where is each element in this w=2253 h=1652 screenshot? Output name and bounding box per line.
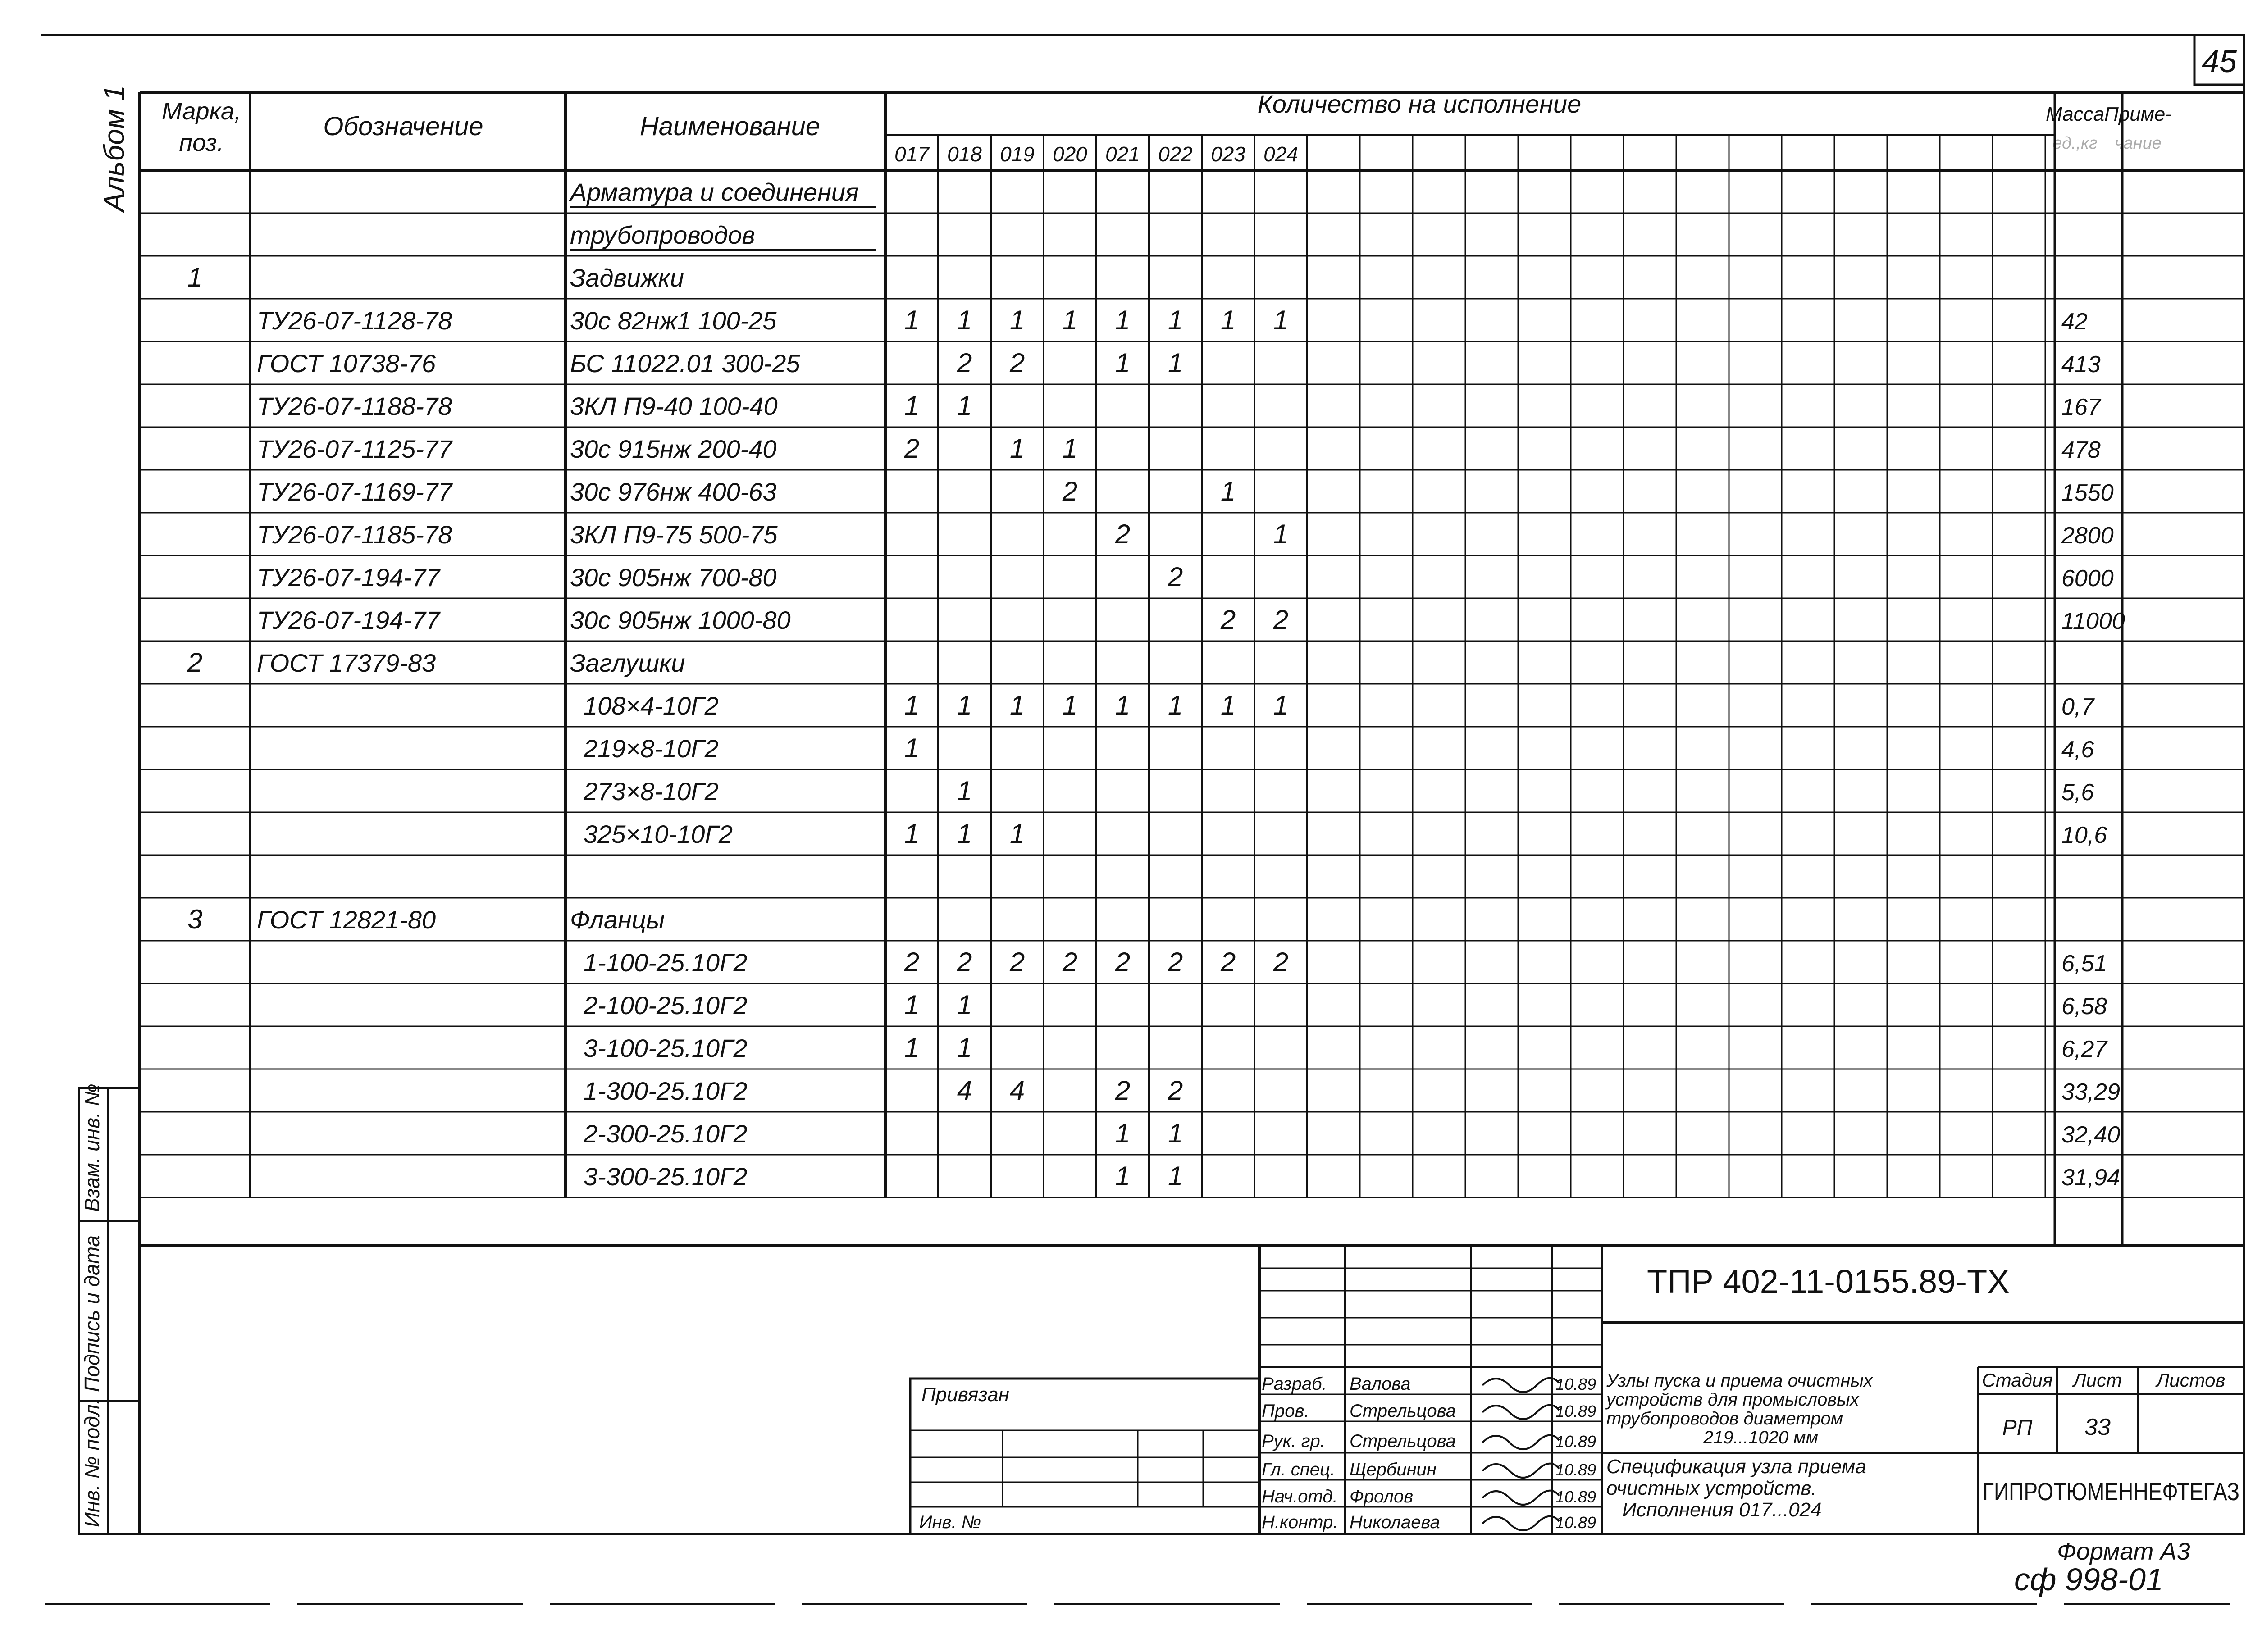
cell-mass: 1550 bbox=[2061, 480, 2114, 506]
header-quantity: Количество на исполнение bbox=[1257, 90, 1582, 118]
cell-quantity: 1 bbox=[1115, 305, 1131, 335]
cell-quantity: 4 bbox=[1009, 1075, 1025, 1106]
header-mark-line1: Марка, bbox=[161, 98, 242, 125]
cell-mass: 6000 bbox=[2061, 565, 2114, 592]
signatory-name: Стрельцова bbox=[1350, 1431, 1456, 1451]
cell-mark: 2 bbox=[187, 647, 203, 678]
cell-name: 325×10-10Г2 bbox=[584, 820, 733, 848]
cell-quantity: 1 bbox=[1168, 305, 1183, 335]
cell-designation: ГОСТ 17379-83 bbox=[257, 649, 436, 677]
cell-quantity: 2 bbox=[1115, 519, 1131, 549]
cell-quantity: 1 bbox=[904, 305, 920, 335]
cell-quantity: 1 bbox=[1115, 1118, 1131, 1148]
variant-header: 022 bbox=[1158, 142, 1193, 166]
cell-quantity: 1 bbox=[957, 819, 972, 849]
cell-mass: 31,94 bbox=[2061, 1165, 2121, 1191]
cell-quantity: 1 bbox=[1062, 305, 1078, 335]
stage-label: Стадия bbox=[1982, 1370, 2053, 1391]
side-label-inv-orig: Инв. № подл. bbox=[80, 1398, 104, 1527]
cell-mass: 42 bbox=[2061, 309, 2088, 335]
side-label-replace-inv: Взам. инв. № bbox=[80, 1083, 104, 1212]
table-row bbox=[569, 178, 876, 207]
cell-name: 1-300-25.10Г2 bbox=[584, 1077, 748, 1105]
signatory-date: 10.89 bbox=[1555, 1461, 1596, 1479]
cell-name: 3КЛ П9-75 500-75 bbox=[570, 520, 778, 549]
cell-quantity: 2 bbox=[1009, 348, 1025, 378]
cell-designation: ТУ26-07-1128-78 bbox=[257, 306, 452, 335]
signatory-role: Н.контр. bbox=[1262, 1512, 1338, 1532]
cell-quantity: 4 bbox=[957, 1075, 972, 1106]
cell-quantity: 2 bbox=[904, 433, 920, 464]
header-mass-line1: Масса bbox=[2045, 103, 2105, 125]
cell-name: 2-300-25.10Г2 bbox=[584, 1120, 748, 1148]
header-designation: Обозначение bbox=[323, 112, 483, 141]
cell-mass: 413 bbox=[2061, 351, 2101, 378]
cell-name: 1-100-25.10Г2 bbox=[584, 948, 748, 977]
cell-name: 2-100-25.10Г2 bbox=[584, 991, 748, 1019]
cell-name: Заглушки bbox=[570, 649, 685, 677]
cell-mass: 10,6 bbox=[2061, 822, 2107, 848]
signatory-name: Николаева bbox=[1350, 1512, 1440, 1532]
signatory-name: Фролов bbox=[1350, 1487, 1414, 1506]
cell-name: Арматура и соединения bbox=[570, 178, 859, 206]
cell-name: 108×4-10Г2 bbox=[584, 692, 719, 720]
variant-header: 018 bbox=[947, 142, 982, 166]
cell-quantity: 1 bbox=[1168, 348, 1183, 378]
signatory-role: Гл. спец. bbox=[1262, 1460, 1336, 1479]
cell-name: 219×8-10Г2 bbox=[584, 734, 719, 763]
cell-quantity: 1 bbox=[904, 990, 920, 1020]
cell-name: 30с 905нж 1000-80 bbox=[570, 606, 791, 634]
cell-designation: ГОСТ 12821-80 bbox=[257, 906, 436, 934]
cell-quantity: 1 bbox=[1115, 690, 1131, 720]
subtitle-line-1: Спецификация узла приема bbox=[1606, 1456, 1866, 1478]
signatory-role: Нач.отд. bbox=[1262, 1487, 1338, 1506]
variant-header: 023 bbox=[1211, 142, 1245, 166]
cell-mass: 478 bbox=[2061, 437, 2101, 463]
cell-quantity: 2 bbox=[1273, 605, 1289, 635]
side-label-sign-date: Подпись и дата bbox=[80, 1235, 104, 1392]
cell-quantity: 1 bbox=[1220, 305, 1236, 335]
cell-mass: 32,40 bbox=[2061, 1122, 2121, 1148]
table-row bbox=[187, 904, 665, 934]
signatory-name: Валова bbox=[1350, 1374, 1411, 1394]
cell-quantity: 2 bbox=[1062, 476, 1078, 506]
cell-name: 3КЛ П9-40 100-40 bbox=[570, 392, 778, 420]
organization-name: ГИПРОТЮМЕННЕФТЕГАЗ bbox=[1983, 1477, 2239, 1506]
cell-designation: ТУ26-07-1188-78 bbox=[257, 392, 452, 420]
subtitle-line-3: Исполнения 017...024 bbox=[1622, 1499, 1822, 1521]
signatory-date: 10.89 bbox=[1555, 1488, 1596, 1506]
cell-quantity: 2 bbox=[1273, 947, 1289, 977]
cell-designation: ГОСТ 10738-76 bbox=[257, 349, 436, 378]
cell-quantity: 1 bbox=[1009, 819, 1025, 849]
cell-name: 30с 915нж 200-40 bbox=[570, 435, 777, 463]
cell-name: 3-100-25.10Г2 bbox=[584, 1034, 748, 1062]
cell-name: Задвижки bbox=[570, 264, 684, 292]
cell-quantity: 1 bbox=[1062, 433, 1078, 464]
cell-quantity: 1 bbox=[1168, 690, 1183, 720]
stage-value: РП bbox=[2002, 1416, 2033, 1440]
cell-name: 30с 82нж1 100-25 bbox=[570, 306, 777, 335]
format-label: Формат А3 bbox=[2057, 1538, 2190, 1565]
cell-designation: ТУ26-07-1185-78 bbox=[257, 520, 452, 549]
cell-quantity: 1 bbox=[904, 690, 920, 720]
cell-quantity: 1 bbox=[1168, 1118, 1183, 1148]
cell-quantity: 1 bbox=[957, 990, 972, 1020]
sheet-label: Лист bbox=[2073, 1370, 2122, 1391]
cell-name: 30с 976нж 400-63 bbox=[570, 478, 777, 506]
cell-quantity: 2 bbox=[1115, 947, 1131, 977]
cell-quantity: 2 bbox=[1009, 947, 1025, 977]
cell-quantity: 2 bbox=[957, 348, 972, 378]
linked-label: Привязан bbox=[921, 1383, 1009, 1406]
signatory-role: Рук. гр. bbox=[1262, 1431, 1325, 1451]
cell-quantity: 1 bbox=[1273, 305, 1289, 335]
cell-quantity: 1 bbox=[957, 391, 972, 421]
header-name: Наименование bbox=[639, 112, 821, 141]
cell-mass: 0,7 bbox=[2061, 694, 2094, 720]
cell-mass: 4,6 bbox=[2061, 737, 2094, 763]
cell-mass: 6,58 bbox=[2061, 993, 2107, 1019]
header-mark-line2: поз. bbox=[179, 129, 224, 156]
cell-mass: 2800 bbox=[2061, 523, 2114, 549]
cell-quantity: 2 bbox=[904, 947, 920, 977]
cell-quantity: 1 bbox=[957, 305, 972, 335]
cell-mark: 3 bbox=[187, 904, 203, 934]
cell-quantity: 1 bbox=[1115, 1161, 1131, 1191]
cell-designation: ТУ26-07-194-77 bbox=[257, 563, 440, 592]
cell-quantity: 1 bbox=[957, 776, 972, 806]
bottom-code: сф 998-01 bbox=[2014, 1562, 2163, 1597]
signatory-date: 10.89 bbox=[1555, 1402, 1596, 1420]
cell-quantity: 1 bbox=[957, 1033, 972, 1063]
signatory-date: 10.89 bbox=[1555, 1375, 1596, 1393]
sheet-number: 45 bbox=[2202, 44, 2237, 79]
variant-header: 021 bbox=[1105, 142, 1140, 166]
cell-quantity: 1 bbox=[957, 690, 972, 720]
cell-mass: 33,29 bbox=[2061, 1079, 2121, 1105]
cell-name: БС 11022.01 300-25 bbox=[570, 349, 800, 378]
cell-mass: 6,51 bbox=[2061, 951, 2107, 977]
title-line-1: Узлы пуска и приема очистных bbox=[1606, 1371, 1873, 1391]
cell-name: Фланцы bbox=[570, 906, 665, 934]
variant-header: 024 bbox=[1263, 142, 1298, 166]
variant-header: 017 bbox=[894, 142, 929, 166]
doc-code: ТПР 402-11-0155.89-ТХ bbox=[1647, 1263, 2010, 1300]
cell-mass: 167 bbox=[2061, 394, 2101, 420]
signatory-name: Щербинин bbox=[1350, 1460, 1437, 1479]
header-note-line2: чание bbox=[2115, 134, 2162, 153]
cell-name: 30с 905нж 700-80 bbox=[570, 563, 777, 592]
signatory-role: Разраб. bbox=[1262, 1374, 1327, 1394]
cell-quantity: 2 bbox=[1062, 947, 1078, 977]
album-label: Альбом 1 bbox=[98, 85, 130, 212]
cell-quantity: 2 bbox=[1220, 947, 1236, 977]
cell-quantity: 2 bbox=[1115, 1075, 1131, 1106]
header-mass-line2: ед.,кг bbox=[2052, 134, 2098, 153]
cell-quantity: 1 bbox=[904, 733, 920, 763]
sheets-label: Листов bbox=[2156, 1370, 2226, 1391]
cell-quantity: 1 bbox=[904, 1033, 920, 1063]
cell-designation: ТУ26-07-194-77 bbox=[257, 606, 440, 634]
cell-mass: 11000 bbox=[2061, 608, 2125, 634]
cell-quantity: 2 bbox=[1168, 562, 1183, 592]
cell-quantity: 1 bbox=[1168, 1161, 1183, 1191]
cell-quantity: 2 bbox=[957, 947, 972, 977]
variant-header: 019 bbox=[1000, 142, 1035, 166]
cell-quantity: 1 bbox=[1009, 690, 1025, 720]
cell-quantity: 2 bbox=[1168, 947, 1183, 977]
signatory-date: 10.89 bbox=[1555, 1513, 1596, 1532]
cell-designation: ТУ26-07-1169-77 bbox=[257, 478, 452, 506]
cell-quantity: 1 bbox=[1273, 519, 1289, 549]
cell-quantity: 1 bbox=[1115, 348, 1131, 378]
cell-mark: 1 bbox=[187, 262, 203, 292]
cell-quantity: 1 bbox=[904, 391, 920, 421]
cell-name: 273×8-10Г2 bbox=[584, 777, 719, 806]
cell-quantity: 2 bbox=[1220, 605, 1236, 635]
cell-name: трубопроводов bbox=[570, 221, 755, 249]
inv-no-label: Инв. № bbox=[919, 1512, 981, 1532]
cell-mass: 5,6 bbox=[2061, 779, 2094, 806]
cell-quantity: 1 bbox=[1009, 305, 1025, 335]
cell-designation: ТУ26-07-1125-77 bbox=[257, 435, 452, 463]
cell-quantity: 1 bbox=[1062, 690, 1078, 720]
cell-mass: 6,27 bbox=[2061, 1036, 2107, 1062]
variant-header: 020 bbox=[1053, 142, 1087, 166]
cell-name: 3-300-25.10Г2 bbox=[584, 1162, 748, 1191]
subtitle-line-2: очистных устройств. bbox=[1606, 1477, 1817, 1499]
title-line-4: 219...1020 мм bbox=[1703, 1428, 1819, 1447]
cell-quantity: 1 bbox=[904, 819, 920, 849]
cell-quantity: 2 bbox=[1168, 1075, 1183, 1106]
cell-quantity: 1 bbox=[1273, 690, 1289, 720]
title-line-3: трубопроводов диаметром bbox=[1606, 1409, 1843, 1429]
cell-quantity: 1 bbox=[1220, 690, 1236, 720]
signatory-role: Пров. bbox=[1262, 1401, 1309, 1421]
cell-quantity: 1 bbox=[1220, 476, 1236, 506]
signatory-name: Стрельцова bbox=[1350, 1401, 1456, 1421]
signatory-date: 10.89 bbox=[1555, 1432, 1596, 1451]
cell-quantity: 1 bbox=[1009, 433, 1025, 464]
title-line-2: устройств для промысловых bbox=[1606, 1390, 1859, 1410]
header-note-line1: Приме- bbox=[2104, 103, 2172, 125]
sheet-value: 33 bbox=[2084, 1414, 2111, 1440]
